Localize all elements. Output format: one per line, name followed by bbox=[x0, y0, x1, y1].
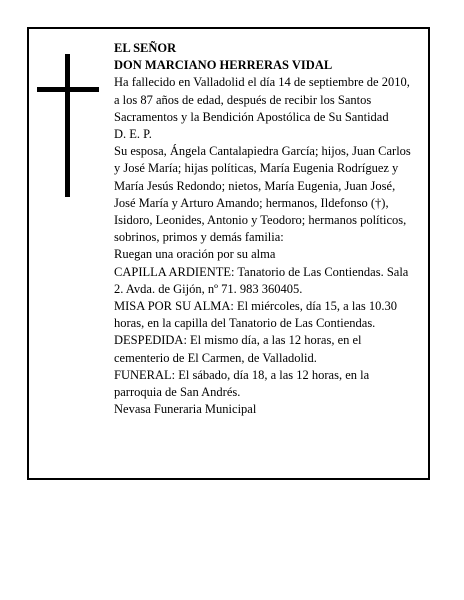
honorific-line: EL SEÑOR bbox=[114, 41, 177, 55]
farewell-info: DESPEDIDA: El mismo día, a las 12 horas, en el cementerio de El Carmen, de Valladolid. bbox=[114, 333, 362, 365]
mass-info: MISA POR SU ALMA: El miércoles, día 15, a las 10.30 horas, en la capilla del Tanatorio de Las Contiendas. bbox=[114, 299, 397, 331]
deceased-name: DON MARCIANO HERRERAS VIDAL bbox=[114, 58, 333, 73]
latin-cross-icon bbox=[37, 54, 99, 197]
rip-line: D. E. P. bbox=[114, 127, 152, 142]
obituary-text bbox=[114, 40, 416, 418]
family-list: Su esposa, Ángela Cantalapiedra García; hijos, Juan Carlos y José María; hijas políticas, María Eugenia Rodríguez y María Jesús Redondo; nietos, María Eugenia, Juan José, José María y Arturo Amando; hermanos, Ildefonso (†), Isidoro, Leonides, Antonio y Teodoro; hermanos políticos, sobrinos, primos y demás familia: bbox=[114, 144, 411, 245]
prayer-request: Ruegan una oración por su alma bbox=[114, 247, 276, 262]
cross-vertical-bar bbox=[65, 54, 70, 197]
chapel-info: CAPILLA ARDIENTE: Tanatorio de Las Contiendas. Sala 2. Avda. de Gijón, nº 71. 983 360405. bbox=[114, 264, 409, 296]
funeral-home: Nevasa Funeraria Municipal bbox=[114, 402, 257, 417]
death-announcement: Ha fallecido en Valladolid el día 14 de septiembre de 2010, a los 87 años de edad, después de recibir los Santos Sacramentos y la Bendición Apostólica de Su Santidad bbox=[114, 75, 410, 124]
funeral-info: FUNERAL: El sábado, día 18, a las 12 horas, en la parroquia de San Andrés. bbox=[114, 367, 370, 400]
cross-horizontal-bar bbox=[37, 87, 99, 92]
